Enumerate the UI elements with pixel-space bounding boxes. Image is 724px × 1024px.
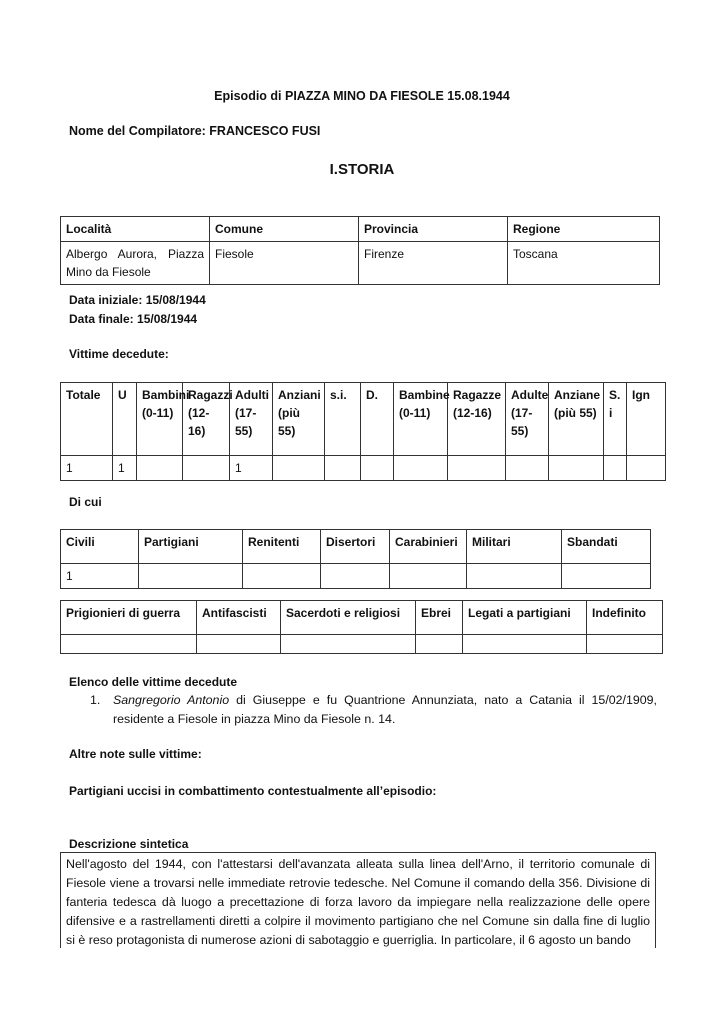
- cell-carabinieri: [390, 564, 467, 589]
- cell-sacerdoti: [281, 635, 416, 654]
- cell-totale: 1: [61, 456, 113, 481]
- cell-regione: Toscana: [508, 242, 660, 285]
- header-localita: Località: [61, 217, 210, 242]
- location-header-row: [61, 217, 660, 242]
- category-table-1: [60, 529, 651, 589]
- cell-ign: [627, 456, 666, 481]
- header-adulte: Adulte (17-55): [506, 383, 549, 456]
- header-totale: Totale: [61, 383, 113, 456]
- victims-label: Vittime decedute:: [69, 347, 169, 361]
- header-antifascisti: Antifascisti: [197, 601, 281, 635]
- cell-prigionieri: [61, 635, 197, 654]
- summary-text: Nell'agosto del 1944, con l'attestarsi dell'avanzata alleata sulla linea dell'Arno, il territorio comunale di Fiesole viene a trovarsi nelle immediate retrovie tedesche. Nel Comune il comando della 356. Divisione di fanteria tedesca dà luogo a precettazione di forza lavoro da impiegare nella realizzazione delle opere difensive e a rastrellamenti diretti a colpire il movimento partigiano che nel Comune sin dalla fine di luglio si è reso protagonista di numerose azioni di sabotaggio e guerriglia. In particolare, il 6 agosto un bando: [66, 857, 650, 947]
- header-anziani: Anziani (più 55): [273, 383, 325, 456]
- cell-renitenti: [243, 564, 321, 589]
- cell-ebrei: [416, 635, 463, 654]
- victim-item-number: 1.: [90, 693, 101, 707]
- victims-table: [60, 382, 666, 481]
- victim-details-2: residente a Fiesole in piazza Mino da Fiesole n. 14.: [113, 712, 396, 726]
- header-u: U: [113, 383, 137, 456]
- cell-legati: [463, 635, 587, 654]
- victim-details-1: di Giuseppe e fu Quantrione Annunziata, nato a Catania il 15/02/1909,: [229, 693, 657, 707]
- category-1-header-row: [61, 530, 651, 564]
- date-start: Data iniziale: 15/08/1944: [69, 293, 206, 307]
- header-sacerdoti: Sacerdoti e religiosi: [281, 601, 416, 635]
- episode-title: Episodio di PIAZZA MINO DA FIESOLE 15.08.1944: [214, 89, 510, 103]
- header-bambini: Bambini (0-11): [137, 383, 183, 456]
- cell-si-f: [604, 456, 627, 481]
- cell-sbandati: [562, 564, 651, 589]
- category-table-2: [60, 600, 663, 654]
- category-1-data-row: [61, 564, 651, 589]
- header-regione: Regione: [508, 217, 660, 242]
- victim-name: Sangregorio Antonio: [113, 693, 230, 707]
- cell-anziane: [549, 456, 604, 481]
- cell-d: [361, 456, 394, 481]
- cell-anziani: [273, 456, 325, 481]
- of-which-label: Di cui: [69, 495, 102, 509]
- header-militari: Militari: [467, 530, 562, 564]
- header-disertori: Disertori: [321, 530, 390, 564]
- header-comune: Comune: [210, 217, 359, 242]
- header-renitenti: Renitenti: [243, 530, 321, 564]
- cell-localita: Albergo Aurora, Piazza Mino da Fiesole: [61, 242, 210, 285]
- cell-adulte: [506, 456, 549, 481]
- header-prigionieri: Prigionieri di guerra: [61, 601, 197, 635]
- header-anziane: Anziane (più 55): [549, 383, 604, 456]
- header-civili: Civili: [61, 530, 139, 564]
- cell-provincia: Firenze: [359, 242, 508, 285]
- cell-partigiani: [139, 564, 243, 589]
- cell-bambini: [137, 456, 183, 481]
- cell-disertori: [321, 564, 390, 589]
- location-data-row: [61, 242, 660, 285]
- category-2-header-row: [61, 601, 663, 635]
- cell-si: [325, 456, 361, 481]
- header-sbandati: Sbandati: [562, 530, 651, 564]
- cell-civili: 1: [61, 564, 139, 589]
- header-provincia: Provincia: [359, 217, 508, 242]
- header-partigiani: Partigiani: [139, 530, 243, 564]
- header-legati: Legati a partigiani: [463, 601, 587, 635]
- summary-title: Descrizione sintetica: [69, 837, 189, 851]
- cell-militari: [467, 564, 562, 589]
- victims-header-row: [61, 383, 666, 456]
- other-notes-label: Altre note sulle vittime:: [69, 747, 202, 761]
- header-ebrei: Ebrei: [416, 601, 463, 635]
- location-table: [60, 216, 660, 285]
- victim-list-title: Elenco delle vittime decedute: [69, 675, 238, 689]
- compiler-name: Nome del Compilatore: FRANCESCO FUSI: [69, 124, 321, 138]
- date-end: Data finale: 15/08/1944: [69, 312, 198, 326]
- header-carabinieri: Carabinieri: [390, 530, 467, 564]
- cell-adulti: 1: [230, 456, 273, 481]
- cell-bambine: [394, 456, 448, 481]
- header-si: s.i.: [325, 383, 361, 456]
- section-title: I.STORIA: [329, 161, 395, 178]
- cell-comune: Fiesole: [210, 242, 359, 285]
- header-d: D.: [361, 383, 394, 456]
- victims-data-row: [61, 456, 666, 481]
- cell-antifascisti: [197, 635, 281, 654]
- header-ragazze: Ragazze (12-16): [448, 383, 506, 456]
- header-bambine: Bambine (0-11): [394, 383, 448, 456]
- category-2-data-row: [61, 635, 663, 654]
- header-ign: Ign: [627, 383, 666, 456]
- header-ragazzi: Ragazzi (12-16): [183, 383, 230, 456]
- cell-u: 1: [113, 456, 137, 481]
- header-si-f: S. i: [604, 383, 627, 456]
- partisans-label: Partigiani uccisi in combattimento contestualmente all’episodio:: [69, 784, 437, 798]
- victim-item-line-1: [113, 693, 657, 707]
- cell-ragazze: [448, 456, 506, 481]
- cell-indefinito: [587, 635, 663, 654]
- header-indefinito: Indefinito: [587, 601, 663, 635]
- header-adulti: Adulti (17-55): [230, 383, 273, 456]
- cell-ragazzi: [183, 456, 230, 481]
- summary-box: [60, 852, 656, 948]
